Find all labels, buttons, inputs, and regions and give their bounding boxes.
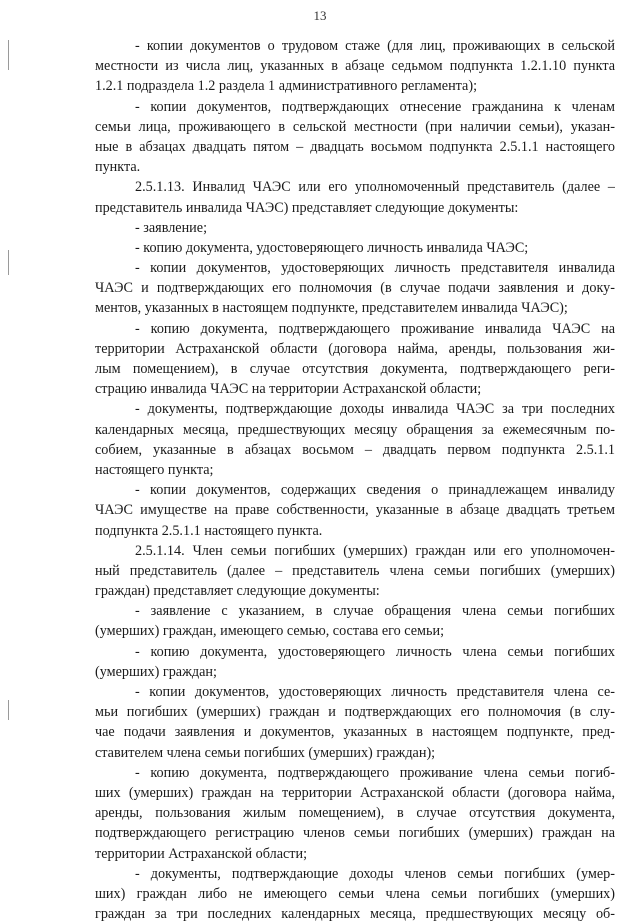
text-line: подпункта 2.5.1.1 настоящего пункта.	[95, 522, 323, 539]
scan-edge-mark	[8, 700, 9, 720]
text-line: 1.2.1 подраздела 1.2 раздела 1 административного регламента);	[95, 78, 478, 95]
text-line: - копии документов, удостоверяющих личность представителя инвалида	[135, 260, 615, 277]
text-line: - документы, подтверждающие доходы членов семьи погибших (умер-	[135, 865, 615, 882]
scan-edge-mark	[8, 250, 9, 275]
text-line: (умерших) граждан;	[95, 663, 217, 680]
text-line: территории Астраханской области;	[95, 845, 308, 862]
text-line: страцию инвалида ЧАЭС на территории Астраханской области;	[95, 381, 482, 398]
text-line: местности из числа лиц, указанных в абзаце седьмом подпункта 1.2.1.10 пункта	[95, 58, 615, 75]
text-line: - заявление с указанием, в случае обращения члена семьи погибших	[135, 603, 615, 620]
text-line: ших (умерших) граждан на территории Астраханской области (договора найма,	[95, 784, 615, 801]
text-line: ные в абзацах двадцать пятом – двадцать восьмом подпункта 2.5.1.1 настоящего	[95, 138, 615, 155]
text-line: мьи погибших (умерших) граждан и подтверждающих его полномочия (в слу-	[95, 704, 615, 721]
text-line: ших) граждан либо не имеющего семьи члена семьи погибших (умерших)	[95, 885, 615, 902]
text-line: - копии документов, содержащих сведения о принадлежащем инвалиду	[135, 482, 615, 499]
text-line: граждан) представляет следующие документы:	[95, 583, 380, 600]
scan-edge-mark	[8, 40, 9, 70]
text-line: 2.5.1.14. Член семьи погибших (умерших) граждан или его уполномочен-	[135, 542, 615, 559]
text-line: (умерших) граждан, имеющего семью, состава его семьи;	[95, 623, 445, 640]
text-line: - заявление;	[135, 219, 208, 236]
text-line: - копию документа, удостоверяющего личность члена семьи погибших	[135, 643, 615, 660]
text-line: территории Астраханской области (договора найма, аренды, пользования жи-	[95, 340, 615, 357]
text-line: - копии документов о трудовом стаже (для лиц, проживающих в сельской	[135, 38, 615, 54]
text-line: - копию документа, подтверждающего проживание инвалида ЧАЭС на	[135, 320, 615, 337]
text-line: - копии документов, подтверждающих отнесение гражданина к членам	[135, 98, 615, 115]
text-line: настоящего пункта;	[95, 461, 214, 478]
text-line: - копию документа, подтверждающего проживание члена семьи погиб-	[135, 764, 615, 781]
text-line: календарных месяца, предшествующих месяцу обращения за ежемесячным по-	[95, 421, 615, 438]
text-line: ЧАЭС имуществе на праве собственности, указанные в абзаце двадцать третьем	[95, 502, 615, 519]
text-line: - документы, подтверждающие доходы инвалида ЧАЭС за три последних	[135, 401, 615, 418]
text-line: представитель инвалида ЧАЭС) представляет следующие документы:	[95, 199, 519, 216]
text-line: аренды, пользования жилым помещением), в случае отсутствия документа,	[95, 805, 615, 822]
text-line: - копию документа, удостоверяющего личность инвалида ЧАЭС;	[135, 239, 529, 256]
text-line: чае подачи заявления и документов, указанных в настоящем подпункте, пред-	[95, 724, 615, 741]
text-line: - копии документов, удостоверяющих личность представителя члена се-	[135, 684, 615, 700]
document-body	[95, 36, 615, 924]
text-line: ментов, указанных в настоящем подпункте, представителем инвалида ЧАЭС);	[95, 300, 568, 317]
text-line: пункта.	[95, 159, 141, 176]
text-line: собием, указанные в абзацах восьмом – двадцать первом подпункта 2.5.1.1	[95, 441, 615, 458]
text-line: ЧАЭС и подтверждающих его полномочия (в случае подачи заявления и доку-	[95, 280, 615, 297]
text-line: ный представитель (далее – представитель члена семьи погибших (умерших)	[95, 562, 615, 579]
page-number: 13	[313, 8, 327, 23]
text-line: ставителем члена семьи погибших (умерших) граждан);	[95, 744, 436, 761]
text-line: подтверждающего регистрацию членов семьи погибших (умерших) граждан на	[95, 825, 615, 842]
text-line: семьи лица, проживающего в сельской местности (при наличии семьи), указан-	[95, 118, 615, 135]
text-line: 2.5.1.13. Инвалид ЧАЭС или его уполномоченный представитель (далее –	[135, 179, 615, 196]
text-line: лым помещением), в случае отсутствия документа, подтверждающего реги-	[95, 361, 615, 377]
text-line: граждан за три последних календарных месяца, предшествующих месяцу об-	[95, 906, 615, 923]
